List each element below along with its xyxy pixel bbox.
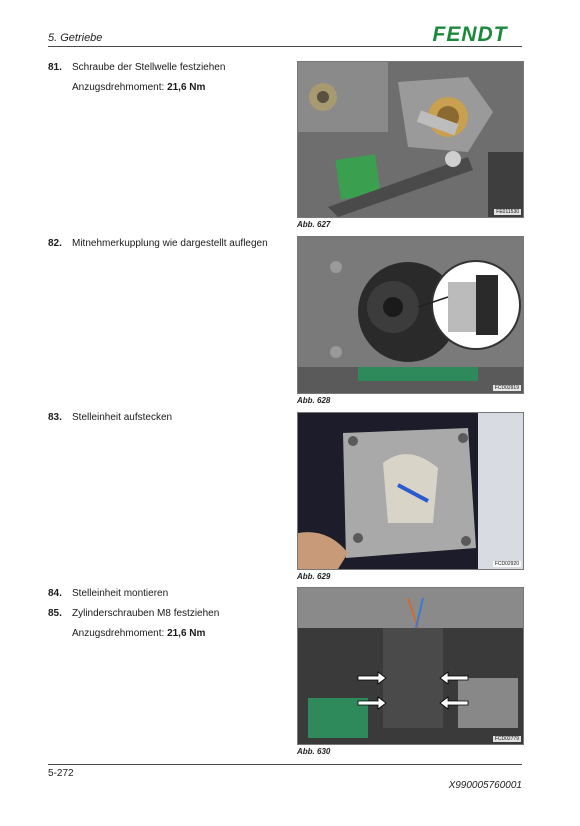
step-number: 84. (48, 588, 62, 599)
step-number: 83. (48, 412, 62, 423)
footer-rule (48, 764, 522, 765)
step-number: 85. (48, 608, 62, 619)
figure-code: FE011530 (496, 209, 519, 215)
step-text: Schraube der Stellwelle festziehen (72, 62, 226, 73)
document-id: X990005760001 (448, 780, 522, 791)
figure-628-caption: Abb. 628 (297, 396, 331, 405)
figure-630-caption: Abb. 630 (297, 747, 331, 756)
step-81 (48, 62, 225, 73)
step-84 (48, 588, 168, 599)
figure-code: FCD02920 (494, 561, 519, 567)
svg-text:FENDT: FENDT (432, 23, 508, 46)
figure-629-caption: Abb. 629 (297, 572, 331, 581)
section-title: 5. Getriebe (48, 32, 103, 44)
fendt-logo (418, 22, 522, 46)
torque-85 (72, 628, 205, 639)
page-number: 5-272 (48, 768, 74, 779)
torque-label: Anzugsdrehmoment: (72, 628, 165, 639)
step-82 (48, 238, 268, 249)
figure-627-photo (297, 61, 524, 218)
step-85 (48, 608, 219, 619)
header-rule (48, 46, 522, 47)
torque-value: 21,6 Nm (167, 628, 206, 639)
step-83 (48, 412, 172, 423)
step-text: Mitnehmerkupplung wie dargestellt auflegen (72, 238, 268, 249)
torque-label: Anzugsdrehmoment: (72, 82, 165, 93)
figure-628-photo (297, 236, 524, 394)
step-text: Zylinderschrauben M8 festziehen (72, 608, 220, 619)
step-text: Stelleinheit aufstecken (72, 412, 173, 423)
figure-code: FCD02919 (494, 385, 519, 391)
torque-81 (72, 82, 205, 93)
figure-code: FCD02779 (494, 736, 519, 742)
figure-627-caption: Abb. 627 (297, 220, 331, 229)
step-number: 82. (48, 238, 62, 249)
step-number: 81. (48, 62, 62, 73)
torque-value: 21,6 Nm (167, 82, 206, 93)
figure-629-photo (297, 412, 524, 570)
step-text: Stelleinheit montieren (72, 588, 169, 599)
figure-630-photo (297, 587, 524, 745)
